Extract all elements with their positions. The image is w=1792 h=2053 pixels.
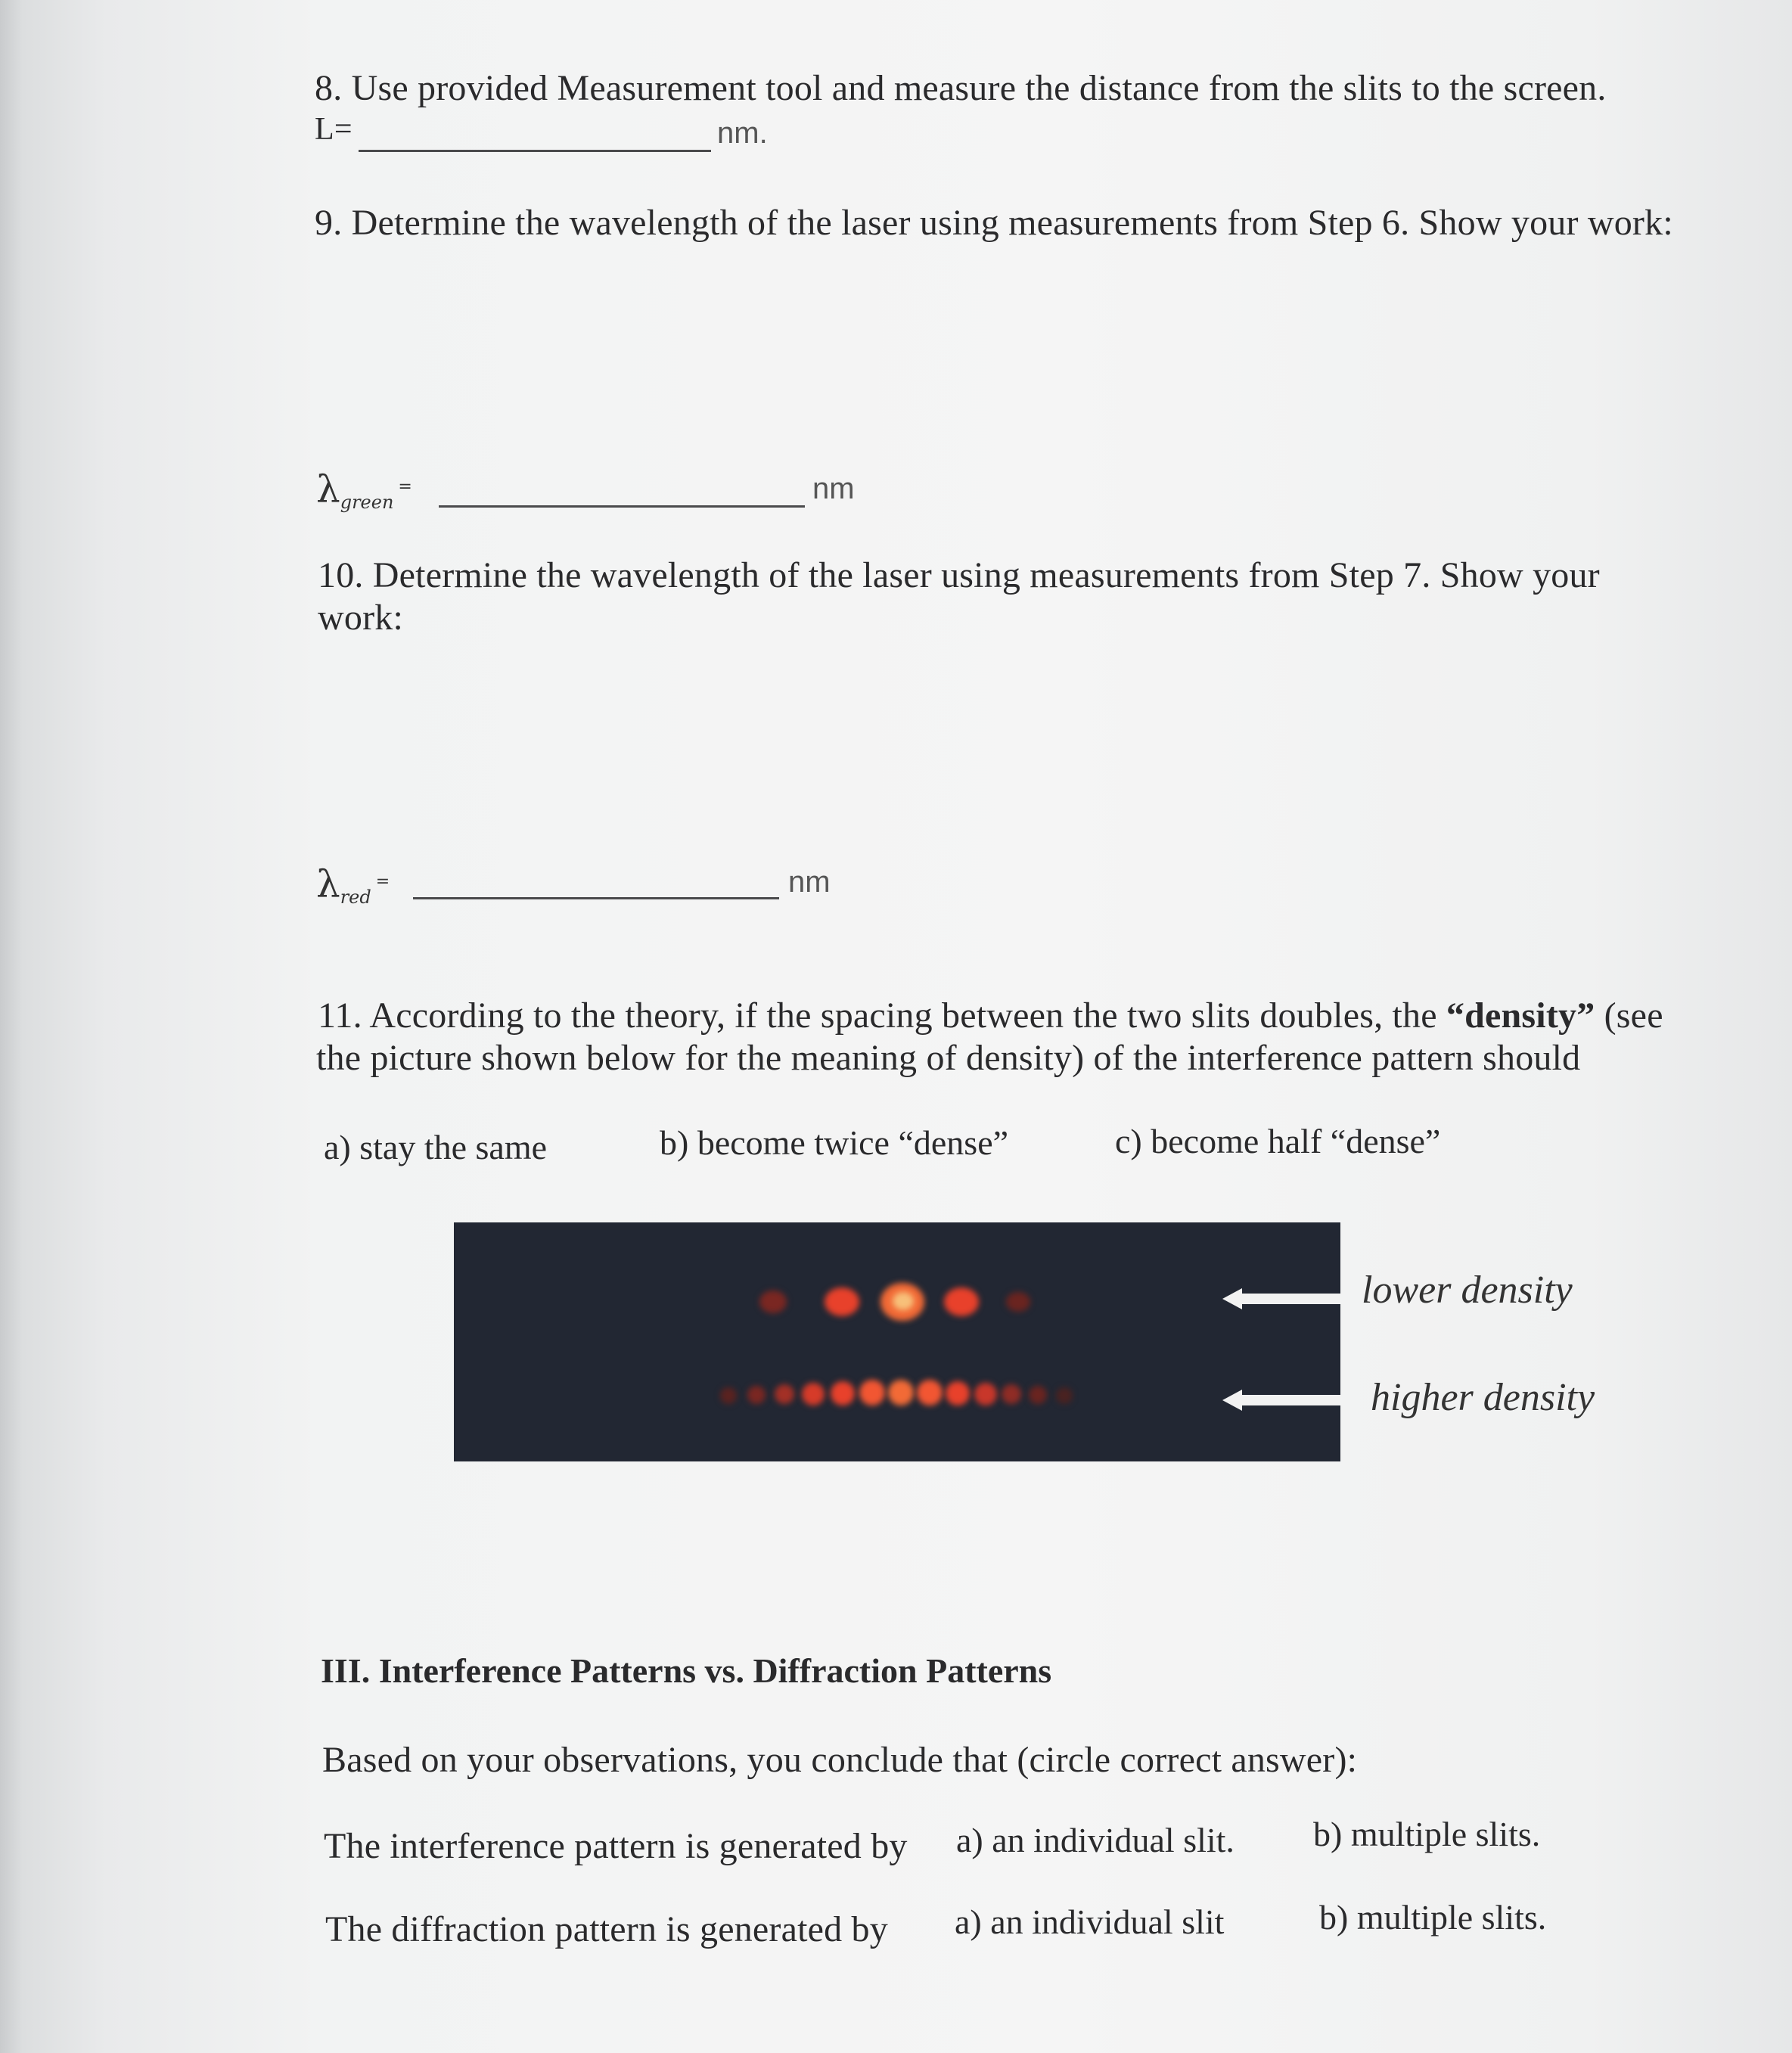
label-lower-density: lower density [1362,1269,1573,1312]
q10-lambda-label [316,862,390,908]
pattern-fringe [747,1386,766,1404]
lambda-symbol: λ [316,862,340,906]
pattern-fringe [1056,1387,1073,1404]
diffraction-stem: The diffraction pattern is generated by [325,1909,888,1949]
diffraction-option-b[interactable]: b) multiple slits. [1319,1898,1547,1937]
q11-density-term: “density” [1446,995,1595,1036]
pattern-fringe [888,1380,914,1405]
q11-option-a[interactable]: a) stay the same [324,1128,548,1166]
q10-unit: nm [788,865,831,899]
arrow-head-icon [1222,1390,1242,1411]
arrow-lower-density [1241,1294,1340,1304]
q10-line1: 10. Determine the wavelength of the laser using measurements from Step 7. Show your [318,555,1600,595]
q10-answer-blank[interactable] [413,897,779,899]
pattern-fringe [917,1380,943,1405]
lambda-symbol: λ [316,467,340,511]
pattern-fringe [1029,1386,1047,1404]
pattern-fringe [775,1384,794,1404]
q11-line1-start: 11. According to the theory, if the spacing between the two slits doubles, the [318,995,1446,1036]
q9-text: 9. Determine the wavelength of the laser using measurements from Step 6. Show your work: [315,203,1673,243]
pattern-fringe [859,1380,885,1405]
equals-sign: = [398,477,412,496]
pattern-fringe [759,1291,787,1313]
interference-option-b[interactable]: b) multiple slits. [1313,1815,1541,1853]
pattern-fringe [1006,1292,1030,1312]
q11-option-b[interactable]: b) become twice “dense” [660,1123,1009,1162]
arrow-head-icon [1222,1288,1242,1309]
interference-option-a[interactable]: a) an individual slit. [956,1821,1235,1859]
lambda-subscript-green: green [340,492,394,513]
pattern-fringe [946,1381,970,1405]
pattern-fringe [831,1381,855,1405]
equals-sign: = [375,872,390,891]
q8-label: L= [315,112,352,147]
pattern-fringe [974,1383,997,1405]
q9-lambda-label [316,467,412,513]
q8-answer-blank[interactable] [359,150,711,152]
q9-unit: nm [812,472,855,505]
interference-pattern-image [454,1222,1340,1461]
q9-answer-blank[interactable] [439,505,805,508]
pattern-fringe-core [893,1292,914,1310]
label-higher-density: higher density [1371,1376,1595,1419]
q10-line2: work: [318,598,403,638]
q11-line1-end: (see [1595,995,1663,1036]
pattern-fringe [802,1383,825,1405]
pattern-fringe [825,1287,859,1316]
q8-text: 8. Use provided Measurement tool and measure the distance from the slits to the screen. [315,68,1607,108]
interference-stem: The interference pattern is generated by [324,1826,908,1866]
pattern-fringe [944,1287,979,1316]
section3-heading: III. Interference Patterns vs. Diffraction Patterns [321,1651,1052,1690]
q8-unit: nm. [717,116,768,150]
pattern-fringe [1002,1384,1021,1404]
diffraction-option-a[interactable]: a) an individual slit [955,1902,1225,1941]
q11-line1 [318,994,1663,1038]
lambda-subscript-red: red [340,887,371,908]
section3-intro: Based on your observations, you conclude that (circle correct answer): [322,1740,1358,1780]
q11-line2: the picture shown below for the meaning of density) of the interference pattern should [316,1038,1581,1078]
arrow-higher-density [1241,1395,1340,1405]
q11-option-c[interactable]: c) become half “dense” [1115,1122,1441,1160]
pattern-fringe [720,1387,737,1404]
